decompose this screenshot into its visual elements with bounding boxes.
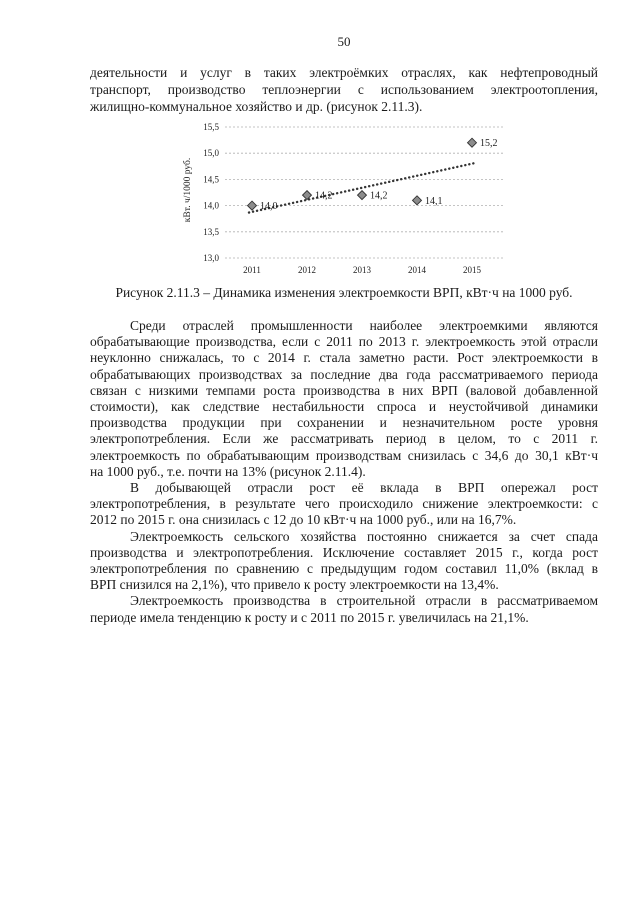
text-line: на 1000 руб., т.е. почти на 13% (рисунок 2.11.4). bbox=[90, 463, 366, 479]
text-line: Среди отраслей промышленности наиболее электроемкими являются bbox=[130, 318, 598, 333]
text-line: обрабатывающие производства, если с 2011 по 2013 г. электроемкость этой отрасли bbox=[90, 334, 598, 350]
y-axis-title: кВт. ч/1000 руб. bbox=[183, 157, 193, 223]
y-tick-label: 15,5 bbox=[203, 122, 219, 132]
text-line: 2012 по 2015 г. она снизилась с 12 до 10 кВт·ч на 1000 руб., или на 16,7%. bbox=[90, 512, 517, 528]
x-tick-label: 2014 bbox=[408, 265, 426, 275]
text-line: неуклонно снижалась, то с 2014 г. стала заметно расти. Рост электроемкости в bbox=[90, 350, 598, 366]
data-label: 14,2 bbox=[315, 190, 333, 202]
paragraph bbox=[90, 593, 598, 625]
body-text bbox=[90, 318, 598, 626]
text-line: связан с низкими темпами роста производства в них ВРП (валовой добавленной bbox=[90, 382, 598, 398]
data-label: 14,2 bbox=[370, 190, 388, 202]
data-label: 14,1 bbox=[425, 195, 443, 207]
paragraph bbox=[90, 318, 598, 480]
electro-intensity-chart bbox=[170, 112, 520, 284]
text-line: В добывающей отрасли рост её вклада в ВРП опережал рост bbox=[130, 480, 598, 496]
y-tick-label: 13,5 bbox=[203, 226, 219, 237]
text-line: электропотребления. Если же рассматривать период в целом, то с 2011 г. bbox=[90, 431, 598, 447]
text-line: обрабатывающих производствах за последние два года рассматриваемого периода bbox=[90, 366, 598, 382]
data-point-marker bbox=[468, 138, 477, 147]
text-line: Электроемкость сельского хозяйства постоянно снижается за счет спада bbox=[130, 528, 598, 544]
x-tick-label: 2011 bbox=[243, 265, 261, 275]
y-tick-label: 14,5 bbox=[203, 174, 219, 185]
text-line: деятельности и услуг в таких электроёмких отраслях, как нефтепроводный bbox=[90, 65, 598, 80]
paragraph bbox=[90, 480, 598, 529]
text-line: периоде имела тенденцию к росту и с 2011 по 2015 г. увеличилась на 21,1%. bbox=[90, 609, 529, 625]
text-line: транспорт, производство теплоэнергии с использованием электроотопления, bbox=[90, 82, 598, 97]
y-tick-label: 13,0 bbox=[203, 253, 219, 263]
text-line: производства продукции при сохранении и незначительном росте уровня bbox=[90, 415, 598, 431]
paragraph-continuation bbox=[90, 64, 598, 115]
data-label: 14,0 bbox=[260, 201, 278, 213]
text-line: жилищно-коммунальное хозяйство и др. (рисунок 2.11.3). bbox=[90, 99, 423, 114]
figure-caption: Рисунок 2.11.3 – Динамика изменения электроемкости ВРП, кВт·ч на 1000 руб. bbox=[115, 285, 573, 300]
y-tick-label: 14,0 bbox=[203, 200, 219, 211]
y-tick-label: 15,0 bbox=[203, 148, 219, 159]
text-line: производства и электропотребления. Исключение составляет 2015 г., когда рост bbox=[90, 544, 598, 560]
text-line: электроемкость по обрабатывающим производствам снизилась с 34,6 до 30,1 кВт·ч bbox=[90, 447, 598, 463]
text-line: ВРП снизился на 2,1%), что привело к росту электроемкости на 13,4%. bbox=[90, 577, 499, 593]
x-tick-label: 2015 bbox=[463, 265, 481, 275]
paragraph bbox=[90, 529, 598, 594]
x-tick-label: 2013 bbox=[353, 265, 371, 275]
text-line: Электроемкость производства в строительной отрасли в рассматриваемом bbox=[130, 593, 598, 609]
text-line: стоимости), как следствие нестабильности спроса и неустойчивой динамики bbox=[90, 399, 598, 415]
x-tick-label: 2012 bbox=[298, 265, 316, 275]
data-point-marker bbox=[303, 191, 312, 200]
text-line: электропотребления по сравнению с предыдущим годом составил 11,0% (вклад в bbox=[90, 561, 598, 577]
data-point-marker bbox=[358, 191, 367, 200]
text-line: электропотребления, в результате чего происходило снижение электроемкости: с bbox=[90, 496, 598, 512]
data-point-marker bbox=[248, 201, 257, 210]
data-point-marker bbox=[413, 196, 422, 205]
page-number: 50 bbox=[337, 34, 351, 49]
data-label: 15,2 bbox=[480, 138, 498, 150]
